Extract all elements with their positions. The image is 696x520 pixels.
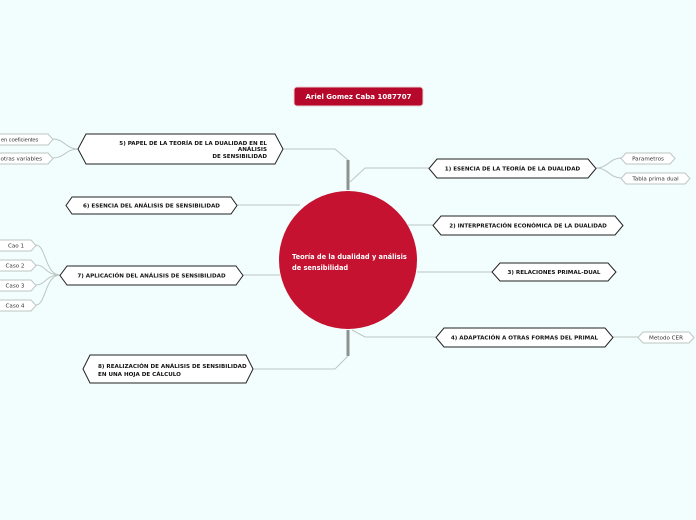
topic-5-line: ANÁLISIS (237, 147, 267, 153)
topic-6-label: 6) ESENCIA DEL ANÁLISIS DE SENSIBILIDAD (83, 203, 220, 210)
subtopic-parametros[interactable] (621, 153, 675, 164)
topic-5-line: DE SENSIBILIDAD (212, 154, 267, 160)
subtopic-label: Caso 4 (5, 303, 25, 310)
subtopic-caso-3[interactable] (0, 280, 36, 291)
subtopic-otras-variables[interactable] (0, 153, 53, 164)
subtopic-en-coeficientes[interactable] (0, 134, 53, 145)
subtopic-label: en coeficientes (1, 137, 39, 144)
subtopic-label: Tabla prima dual (632, 176, 679, 183)
topic-7-label: 7) APLICACIÓN DEL ANÁLISIS DE SENSIBILIDAD (77, 273, 226, 280)
subtopic-metodo-cer[interactable] (638, 332, 694, 343)
topic-8[interactable] (83, 355, 253, 383)
central-line2: de sensibilidad (292, 264, 349, 272)
topic-4-label: 4) ADAPTACIÓN A OTRAS FORMAS DEL PRIMAL (450, 335, 599, 342)
topic-1[interactable] (429, 159, 596, 178)
topic-8-line: 8) REALIZACIÓN DE ANÁLISIS DE SENSIBILIDAD (98, 364, 247, 370)
subtopic-caso-2[interactable] (0, 260, 36, 271)
subtopic-label: Caso 3 (5, 283, 25, 290)
subtopic-label: Caso 2 (5, 263, 25, 270)
subtopic-label: Cao 1 (7, 243, 25, 250)
topic-5[interactable] (78, 134, 283, 164)
subtopic-caso-1[interactable] (0, 240, 36, 251)
subtopic-label: otras variables (0, 156, 42, 163)
subtopic-label: Metodo CER (649, 335, 683, 342)
topic-3-label: 3) RELACIONES PRIMAL-DUAL (507, 270, 601, 276)
subtopic-label: Parametros (632, 156, 664, 163)
title-badge[interactable] (294, 87, 423, 106)
subtopic-caso-4[interactable] (0, 300, 36, 311)
topic-4[interactable] (436, 328, 613, 347)
topic-8-line: EN UNA HOJA DE CÁLCULO (98, 372, 181, 378)
topic-6[interactable] (66, 197, 237, 214)
topic-1-label: 1) ESENCIA DE LA TEORÍA DE LA DUALIDAD (444, 166, 581, 173)
topic-7[interactable] (60, 266, 243, 285)
central-topic[interactable] (279, 191, 417, 329)
central-line1: Teoría de la dualidad y análisis (292, 253, 407, 261)
topic-3[interactable] (492, 263, 616, 281)
title-text: Ariel Gomez Caba 1087707 (305, 93, 412, 101)
topic-2[interactable] (433, 216, 623, 235)
topic-5-line: 5) PAPEL DE LA TEORÍA DE LA DUALIDAD EN EL (119, 141, 267, 147)
topic-2-label: 2) INTERPRETACIÓN ECONÓMICA DE LA DUALIDAD (449, 223, 607, 230)
subtopic-tabla-prima-dual[interactable] (621, 173, 690, 184)
